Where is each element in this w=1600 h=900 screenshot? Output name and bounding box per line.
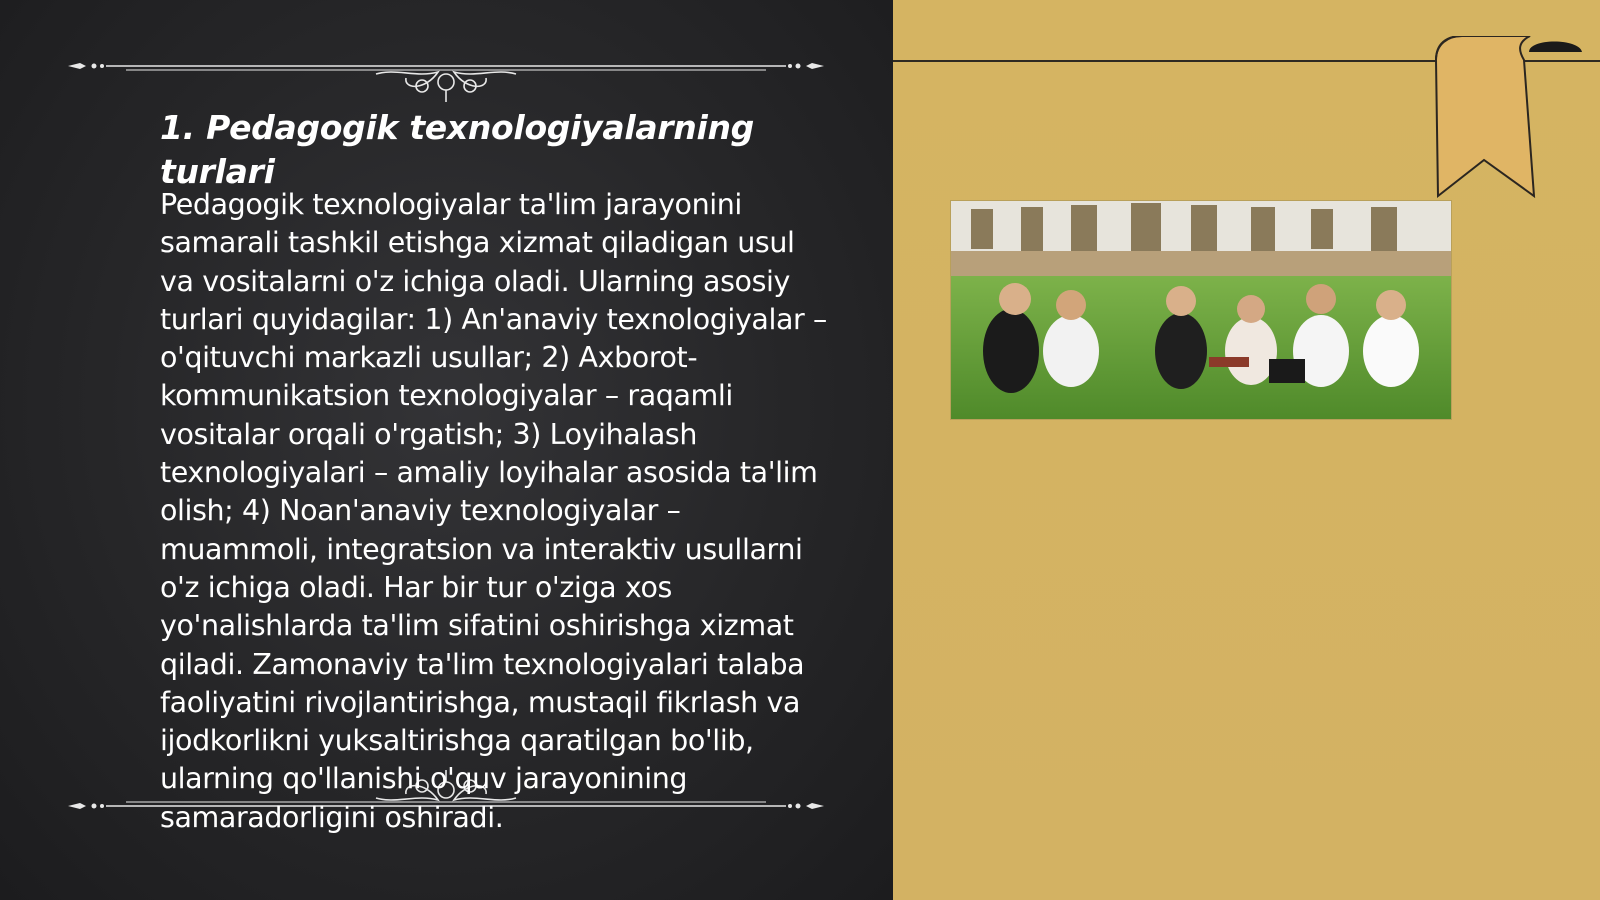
scroll-divider-icon: [66, 42, 826, 102]
slide-title: 1. Pedagogik texnologiyalarning turlari: [160, 108, 754, 191]
bookmark-ribbon-icon: [1434, 36, 1584, 206]
students-photo: [950, 200, 1452, 420]
slide-body-text: Pedagogik texnologiyalar ta'lim jarayonini samarali tashkil etishga xizmat qiladigan usul va vositalarni o'z ichiga oladi. Ularning asosiy turlari quyidagilar: 1) An'anaviy texnologiyalar – o'qituvchi markazli usullar; 2) Axborot-kommunikatsion texnologiyalar – raqamli vositalar orqali o'rgatish; 3) Loyihalash texnologiyalari – amaliy loyihalar asosida ta'lim olish; 4) Noan'anaviy texnologiyalar – muammoli, integratsion va interaktiv usullarni o'z ichiga oladi. Har bir tur o'ziga xos yo'nalishlarda ta'lim sifatini oshirishga xizmat qiladi. Zamonaviy ta'lim texnologiyalari talaba faoliyatini rivojlantirishga, mustaqil fikrlash va ijodkorlikni yuksaltirishga qaratilgan bo'lib, ularning qo'llanishi o'quv jarayonining samaradorligini oshiradi.: [160, 188, 827, 834]
